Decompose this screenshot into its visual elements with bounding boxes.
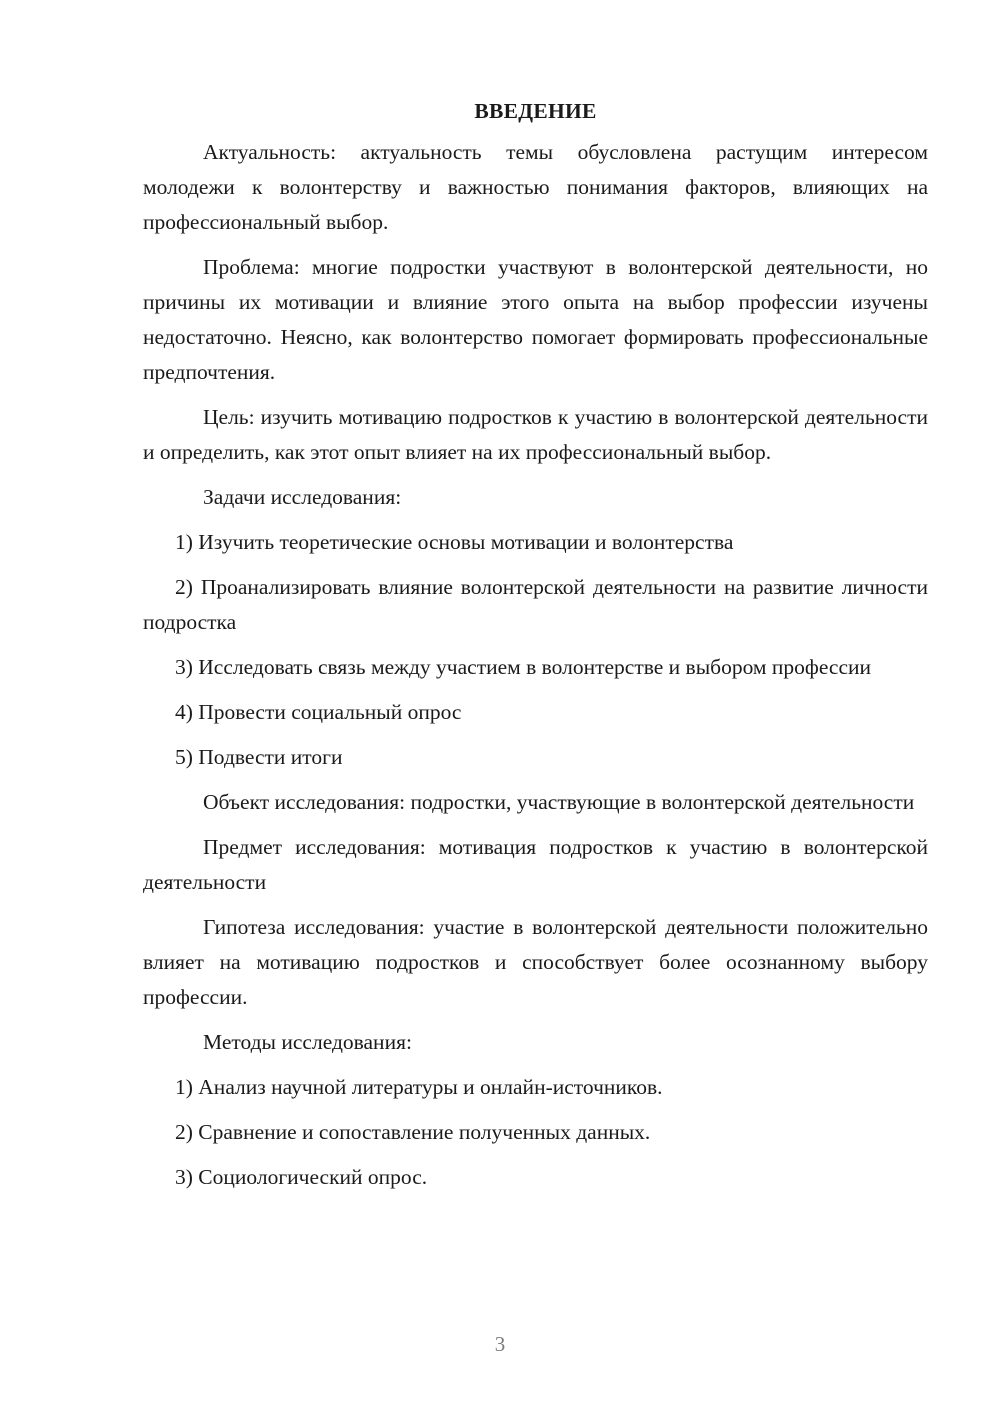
problem-paragraph: Проблема: многие подростки участвуют в волонтерской деятельности, но причины их мотивации и влияние этого опыта на выбор профессии изучены недостаточно. Неясно, как волонтерство помогает формировать профессиональные предпочтения. bbox=[143, 255, 928, 384]
subject-paragraph: Предмет исследования: мотивация подростков к участию в волонтерской деятельности bbox=[143, 835, 928, 894]
task-item: 3) Исследовать связь между участием в волонтерстве и выбором профессии bbox=[175, 655, 872, 679]
page-number: 3 bbox=[494, 1332, 506, 1356]
hypothesis-paragraph: Гипотеза исследования: участие в волонтерской деятельности положительно влияет на мотивацию подростков и способствует более осознанному выбору профессии. bbox=[143, 915, 928, 1009]
task-item: 4) Провести социальный опрос bbox=[175, 700, 462, 724]
tasks-heading: Задачи исследования: bbox=[203, 485, 402, 509]
methods-heading: Методы исследования: bbox=[203, 1030, 412, 1054]
method-item: 2) Сравнение и сопоставление полученных данных. bbox=[175, 1120, 651, 1144]
task-item: 5) Подвести итоги bbox=[175, 745, 343, 769]
relevance-paragraph: Актуальность: актуальность темы обусловлена растущим интересом молодежи к волонтерству и важностью понимания факторов, влияющих на профессиональный выбор. bbox=[143, 140, 928, 234]
document-page bbox=[143, 88, 928, 1205]
task-item: 1) Изучить теоретические основы мотивации и волонтерства bbox=[175, 530, 734, 554]
section-title: ВВЕДЕНИЕ bbox=[474, 99, 597, 123]
task-item: 2) Проанализировать влияние волонтерской деятельности на развитие личности подростка bbox=[143, 575, 928, 634]
method-item: 3) Социологический опрос. bbox=[175, 1165, 428, 1189]
object-paragraph: Объект исследования: подростки, участвующие в волонтерской деятельности bbox=[203, 790, 915, 814]
method-item: 1) Анализ научной литературы и онлайн-источников. bbox=[175, 1075, 663, 1099]
goal-paragraph: Цель: изучить мотивацию подростков к участию в волонтерской деятельности и определить, как этот опыт влияет на их профессиональный выбор. bbox=[143, 405, 928, 464]
